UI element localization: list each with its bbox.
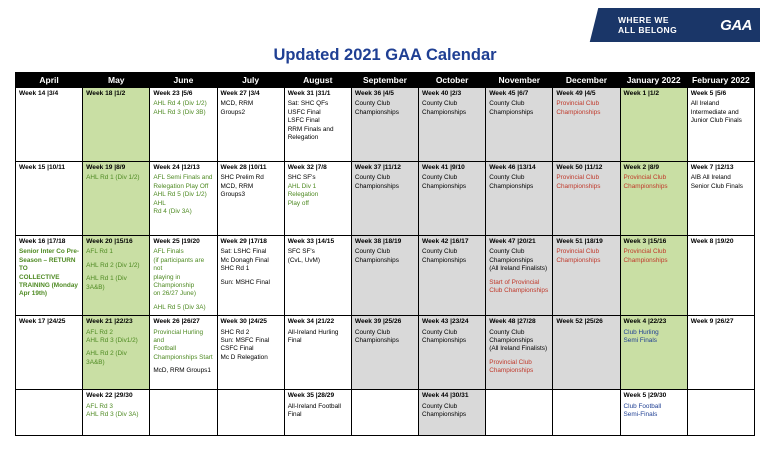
calendar-cell [83, 236, 150, 316]
event-line: Provincial Club [556, 100, 599, 108]
event-line: Semi-Finals [623, 411, 658, 419]
calendar-cell-empty [486, 390, 553, 436]
logo-brand: GAA [720, 16, 752, 34]
event-line: Club Football [623, 402, 662, 410]
week-label: Week 36 |4/5 [354, 90, 394, 97]
event-line: SHC Prelim Rd [220, 174, 264, 182]
event-line: County Club [354, 100, 391, 108]
event-line: Championships [556, 108, 601, 116]
week-label: Week 40 |2/3 [422, 90, 462, 97]
calendar-cell [351, 316, 418, 390]
calendar-cell [284, 316, 351, 390]
calendar-cell [620, 390, 687, 436]
calendar-cell [150, 88, 217, 162]
week-label: Week 39 |25/26 [354, 318, 402, 326]
week-label: Week 24 |12/13 [153, 164, 200, 171]
event-line: Relegation [287, 134, 319, 142]
cell-events [86, 403, 146, 420]
week-label: Week 2 |8/9 [623, 164, 659, 171]
event-line: Sun: MSFC Final [220, 337, 270, 345]
event-line: Rd 4 (Div 3A) [153, 208, 192, 216]
calendar-cell [620, 88, 687, 162]
event-line: (if participants are not [153, 256, 205, 273]
cell-events [153, 174, 213, 216]
week-label: Week 51 |18/19 [556, 238, 603, 245]
event-line: COLLECTIVE [19, 273, 60, 281]
calendar-cell-empty [351, 390, 418, 436]
calendar-cell [687, 316, 754, 390]
event-line: Sun: MSHC Final [220, 278, 270, 286]
cell-events [86, 248, 146, 292]
calendar-cell-empty [687, 390, 754, 436]
logo-tagline-line1: WHERE WE [618, 15, 669, 25]
week-label: Week 50 |11/12 [556, 164, 603, 171]
week-label: Week 45 |6/7 [489, 90, 529, 97]
week-label: Week 23 |5/6 [153, 90, 193, 97]
event-line: Championships [354, 337, 399, 345]
event-line: Mc D Relegation [220, 353, 268, 361]
calendar-cell [351, 236, 418, 316]
event-line: County Club [354, 248, 391, 256]
calendar-cell [687, 88, 754, 162]
event-line: AFL Rd 2 [86, 328, 113, 336]
week-label: Week 17 |24/25 [19, 318, 66, 326]
calendar-cell [620, 162, 687, 236]
event-line: AHL Rd 3 (Div1/2) [86, 337, 138, 345]
cell-events [86, 174, 146, 182]
event-line: Mc Donagh Final [220, 256, 269, 264]
cell-events [288, 174, 348, 208]
calendar-cell [284, 236, 351, 316]
week-label: Week 28 |10/11 [220, 164, 267, 171]
calendar-cell [351, 162, 418, 236]
calendar-cell [486, 316, 553, 390]
event-line: AHL Rd 5 (Div 1/2) AHL [153, 191, 207, 207]
cell-events [153, 329, 213, 376]
event-line: playing in Championship [153, 273, 195, 290]
event-line: SHC Rd 1 [220, 265, 250, 273]
event-line: (All Ireland Finalists) [489, 265, 548, 273]
week-label: Week 19 |8/9 [86, 164, 126, 171]
cell-events [489, 174, 549, 191]
calendar-cell [83, 88, 150, 162]
calendar-cell [351, 88, 418, 162]
event-line: County Club [422, 100, 458, 108]
week-label: Week 5 |29/30 [623, 392, 667, 400]
event-line: County Club [354, 174, 391, 182]
week-label: Week 29 |17/18 [220, 238, 267, 245]
event-line: Final [287, 411, 302, 419]
calendar-cell-empty [553, 390, 620, 436]
event-line: Provincial Club [556, 248, 599, 256]
cell-events [153, 100, 213, 117]
cell-events [288, 403, 348, 420]
week-label: Week 49 |4/5 [556, 90, 596, 97]
event-line: Sat: LSHC Final [220, 248, 267, 256]
table-header-row [16, 73, 755, 88]
calendar-cell [16, 88, 83, 162]
event-line: (CvL, UvM) [287, 256, 320, 264]
calendar-week-row [16, 390, 755, 436]
week-label: Week 16 |17/18 [19, 238, 66, 245]
cell-events [422, 403, 482, 420]
event-line: Provincial Club [623, 174, 667, 182]
event-line: (All Ireland Finalists) [489, 345, 548, 353]
event-line: Championships [489, 108, 534, 116]
month-header: July [217, 73, 284, 88]
gaa-logo [608, 8, 760, 42]
week-label: Week 5 |5/6 [690, 90, 727, 97]
calendar-cell [150, 162, 217, 236]
event-line: TRAINING (Monday [19, 282, 78, 290]
event-line: County Club [422, 402, 458, 410]
event-line: AHL Rd 3 (Div 3B) [153, 108, 206, 116]
calendar-cell [486, 162, 553, 236]
calendar-cell-empty [217, 390, 284, 436]
month-header: August [284, 73, 351, 88]
event-line: Championships [623, 182, 668, 190]
event-line: Groups2 [220, 108, 246, 116]
month-header: September [351, 73, 418, 88]
event-line: Season – RETURN TO [19, 256, 76, 273]
event-line: Championships [422, 256, 467, 264]
event-line: SHC Rd 2 [220, 328, 250, 336]
event-line: Football [153, 345, 177, 353]
month-header: October [419, 73, 486, 88]
calendar-cell [217, 316, 284, 390]
calendar-cell [419, 162, 486, 236]
calendar-cell [419, 316, 486, 390]
calendar-cell [217, 236, 284, 316]
event-line: RRM Finals and [287, 125, 334, 133]
event-line: All-Ireland Hurling [287, 328, 339, 336]
cell-events [691, 100, 751, 125]
cell-events [288, 248, 348, 265]
event-line: Championships [422, 108, 467, 116]
event-line: Senior Inter Co Pre- [19, 248, 80, 256]
cell-events [556, 174, 616, 191]
event-line: Championships [354, 108, 399, 116]
calendar-cell [687, 162, 754, 236]
event-line: Sat: SHC QFs [287, 100, 329, 108]
month-header: June [150, 73, 217, 88]
calendar-cell [553, 236, 620, 316]
week-label: Week 1 |1/2 [623, 90, 659, 97]
event-line: Junior Club Finals [690, 117, 742, 125]
week-label: Week 47 |20/21 [489, 238, 536, 245]
event-line: Relegation Play Off [153, 182, 209, 190]
event-line: AFL Rd 3 [86, 402, 113, 410]
event-line: Championships [489, 367, 534, 375]
calendar-cell [16, 162, 83, 236]
week-label: Week 44 |30/31 [422, 392, 469, 400]
calendar-cell [16, 236, 83, 316]
week-label: Week 52 |25/26 [556, 318, 603, 326]
calendar-cell [284, 162, 351, 236]
event-line: Intermediate and [690, 108, 739, 116]
cell-events [556, 248, 616, 265]
week-label: Week 37 |11/12 [354, 164, 401, 171]
cell-events [489, 100, 549, 117]
event-line: Play off [287, 199, 309, 207]
calendar-cell [553, 316, 620, 390]
calendar-week-row [16, 236, 755, 316]
cell-events [221, 329, 281, 363]
week-label: Week 4 |22/23 [623, 318, 667, 326]
calendar-week-row [16, 316, 755, 390]
week-label: Week 18 |1/2 [86, 90, 126, 97]
event-line: Provincial Club [556, 174, 599, 182]
event-line: Provincial Club [489, 358, 532, 366]
event-line: Championships Start [153, 353, 213, 361]
event-line: 3A&B) [86, 358, 105, 366]
logo-tagline-line2: ALL BELONG [618, 25, 678, 35]
event-line: Senior Club Finals [690, 182, 743, 190]
week-label: Week 32 |7/8 [287, 164, 327, 171]
event-line: Championships [489, 337, 534, 345]
week-label: Week 15 |10/11 [19, 164, 66, 171]
event-line: County Club [489, 174, 525, 182]
calendar-cell [284, 88, 351, 162]
event-line: Championships [556, 256, 601, 264]
cell-events [86, 329, 146, 368]
event-line: AFL Semi Finals and [153, 174, 213, 182]
event-line: County Club [354, 328, 391, 336]
week-label: Week 31 |31/1 [287, 90, 331, 97]
cell-events [422, 329, 482, 346]
event-line: Championships [623, 256, 668, 264]
event-line: AHL Rd 4 (Div 1/2) [153, 100, 207, 108]
week-label: Week 26 |26/27 [153, 318, 200, 326]
event-line: SHC SF's [287, 174, 316, 182]
calendar-cell [419, 390, 486, 436]
cell-events [691, 174, 751, 191]
event-line: All-Ireland Football [287, 402, 341, 410]
event-line: Apr 19th) [19, 290, 48, 298]
week-label: Week 3 |15/16 [623, 238, 667, 245]
cell-events [422, 100, 482, 117]
calendar-cell [553, 88, 620, 162]
cell-events [288, 100, 348, 142]
week-label: Week 14 |3/4 [19, 90, 59, 97]
week-label: Week 48 |27/28 [489, 318, 536, 326]
event-line: County Club [422, 328, 458, 336]
event-line: Championships [556, 182, 601, 190]
event-line: CSFC Final [220, 345, 254, 353]
cell-events [221, 248, 281, 287]
calendar-week-row [16, 88, 755, 162]
cell-events [288, 329, 348, 346]
event-line: AFL Rd 1 [86, 248, 113, 256]
week-label: Week 42 |16/17 [422, 238, 469, 245]
logo-tagline [618, 15, 677, 35]
week-label: Week 20 |15/16 [86, 238, 133, 245]
calendar-cell [284, 390, 351, 436]
event-line: AFL Finals [153, 248, 184, 256]
calendar-cell [486, 88, 553, 162]
event-line: AHL Div 1 Relegation [287, 182, 319, 199]
event-line: Championships [489, 256, 534, 264]
month-header: January 2022 [620, 73, 687, 88]
calendar-cell [217, 88, 284, 162]
calendar-cell [620, 316, 687, 390]
week-label: Week 41 |9/10 [422, 164, 465, 171]
event-line: AIB All Ireland [690, 174, 731, 182]
event-line: AHL Rd 3 (Div 3A) [86, 411, 139, 419]
event-line: AHL Rd 5 (Div 3A) [153, 303, 206, 311]
cell-events [355, 329, 415, 346]
event-line: Championships [354, 256, 399, 264]
event-line: on 26/27 June) [153, 290, 196, 298]
event-line: LSFC Final [287, 117, 320, 125]
cell-events [556, 100, 616, 117]
calendar-cell [687, 236, 754, 316]
event-line: Championships [422, 182, 467, 190]
page-title: Updated 2021 GAA Calendar [273, 46, 497, 64]
week-label: Week 21 |22/23 [86, 318, 133, 326]
calendar-cell [83, 162, 150, 236]
event-line: Groups3 [220, 191, 246, 199]
event-line: Provincial Hurling and [153, 328, 204, 345]
event-line: AHL Rd 1 (Div 1/2) [86, 174, 140, 182]
event-line: County Club [422, 174, 458, 182]
event-line: County Club [489, 328, 525, 336]
week-label: Week 33 |14/15 [287, 238, 335, 245]
calendar-cell [553, 162, 620, 236]
calendar-week-row [16, 162, 755, 236]
event-line: Club Hurling [623, 328, 659, 336]
week-label: Week 27 |3/4 [220, 90, 260, 97]
event-line: SFC SF's [287, 248, 315, 256]
event-line: County Club [489, 100, 525, 108]
event-line: Final [287, 337, 302, 345]
event-line: McD, RRM Groups1 [153, 367, 211, 375]
event-line: County Club [489, 248, 525, 256]
calendar-cell [217, 162, 284, 236]
week-label: Week 25 |19/20 [153, 238, 200, 245]
cell-events [624, 329, 684, 346]
week-label: Week 9 |26/27 [690, 318, 734, 326]
calendar-cell [83, 316, 150, 390]
calendar-cell [83, 390, 150, 436]
cell-events [624, 248, 684, 265]
event-line: Semi Finals [623, 337, 657, 345]
event-line: AHL Rd 1 (Div 3A&B) [86, 275, 127, 291]
event-line: USFC Final [287, 108, 321, 116]
cell-events [489, 248, 549, 295]
week-label: Week 7 |12/13 [690, 164, 734, 171]
event-line: Start of Provincial [489, 278, 540, 286]
event-line: AHL Rd 2 (Div [86, 350, 127, 358]
cell-events [355, 174, 415, 191]
event-line: MCD, RRM [220, 100, 254, 108]
cell-events [355, 248, 415, 265]
event-line: MCD, RRM [220, 182, 254, 190]
week-label: Week 34 |21/22 [287, 318, 335, 326]
month-header: May [83, 73, 150, 88]
week-label: Week 8 |19/20 [690, 238, 734, 245]
calendar-cell [16, 316, 83, 390]
week-label: Week 43 |23/24 [422, 318, 469, 326]
calendar-cell-empty [150, 390, 217, 436]
cell-events [19, 248, 79, 298]
week-label: Week 22 |29/30 [86, 392, 133, 400]
calendar-cell [419, 236, 486, 316]
event-line: AHL Rd 2 (Div 1/2) [86, 261, 140, 269]
month-header: April [16, 73, 83, 88]
calendar-cell [486, 236, 553, 316]
event-line: Championships [422, 337, 467, 345]
event-line: Championships [354, 182, 399, 190]
week-label: Week 38 |18/19 [354, 238, 402, 245]
month-header: February 2022 [687, 73, 754, 88]
calendar-table [15, 72, 755, 436]
event-line: County Club [422, 248, 458, 256]
week-label: Week 35 |28/29 [287, 392, 335, 400]
calendar-cell [419, 88, 486, 162]
event-line: Championships [422, 411, 467, 419]
event-line: Club Championships [489, 287, 549, 295]
calendar-cell [150, 316, 217, 390]
event-line: Championships [489, 182, 534, 190]
week-label: Week 30 |24/25 [220, 318, 267, 326]
cell-events [221, 174, 281, 199]
event-line: Provincial Club [623, 248, 667, 256]
week-label: Week 46 |13/14 [489, 164, 536, 171]
month-header: December [553, 73, 620, 88]
calendar-cell [620, 236, 687, 316]
month-header: November [486, 73, 553, 88]
calendar-cell-empty [16, 390, 83, 436]
calendar-cell [150, 236, 217, 316]
cell-events [355, 100, 415, 117]
cell-events [624, 174, 684, 191]
cell-events [624, 403, 684, 420]
event-line: All Ireland [690, 100, 720, 108]
cell-events [489, 329, 549, 376]
cell-events [153, 248, 213, 312]
cell-events [422, 174, 482, 191]
cell-events [422, 248, 482, 265]
cell-events [221, 100, 281, 117]
